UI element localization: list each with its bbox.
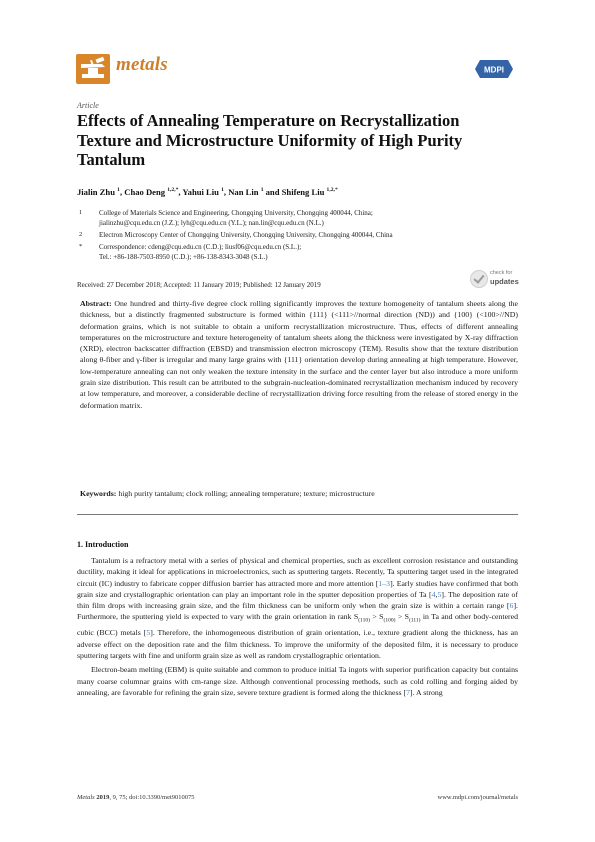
text-run: ]. Furthermore, the sputtering yield is expected to vary with the grain orientation in rank S (77, 601, 518, 622)
journal-name: metals (116, 54, 168, 75)
citation-link[interactable]: 6 (509, 601, 514, 611)
footer-year: 2019 (96, 794, 110, 801)
text-run: ]. A strong (409, 687, 443, 697)
author-affiliation-mark: 1 (260, 187, 264, 194)
article-title: Effects of Annealing Temperature on Recrystallization Texture and Microstructure Uniformity of High Purity Tantalum (77, 111, 463, 169)
author-affiliation-mark: 1 (117, 187, 120, 194)
citation-link[interactable]: 7 (406, 687, 410, 697)
author-separator: , (119, 187, 125, 197)
correspondence-phones: Tel.: +86-188-7503-8950 (C.D.); +86-138-8343-3048 (S.L.) (99, 253, 268, 261)
section-heading: 1. Introduction (77, 540, 129, 549)
subscript: (110) (358, 618, 370, 625)
affiliations (77, 208, 507, 264)
text-run: > S (395, 612, 409, 622)
citation-link[interactable]: 5 (146, 628, 151, 638)
author-name[interactable]: Nan Lin (228, 187, 259, 197)
author-name[interactable]: Chao Deng (124, 187, 166, 197)
affiliation-item (77, 230, 507, 240)
text-run: Electron-beam melting (EBM) is quite suitable and common to produce initial Ta ingots with superior purification capacity but contains many coarse columnar grains with cm-range size. Although conventional processing methods, such as cold rolling and forging aided by annealing, are favorable for refining the grain size, severe texture gradient is formed along the thickness [ (77, 665, 518, 697)
author-separator: and (263, 187, 282, 197)
journal-url[interactable]: www.mdpi.com/journal/metals (437, 794, 518, 801)
citation-link[interactable]: 5 (437, 589, 442, 599)
journal-logo (76, 54, 110, 84)
abstract-text: One hundred and thirty-five degree clock rolling significantly improves the texture homogeneity of tantalum sheets along the thickness, but a distinctly fragmented substructure is formed within {111} (<111>//normal direction (ND)) and {100} (<100>//ND) deformation grains, which is not suitable to obtain a uniform recrystallization microstructure. Thus, effects of different annealing temperatures on the microstructure and texture heterogeneity of tantalum sheets along the thickness were investigated by X-ray diffraction (XRD), electron backscatter diffraction (EBSD) and transmission electron microscopy (TEM). Results show that the texture distribution along θ-fiber and γ-fiber is irregular and many large grains with {111} orientation develop during annealing at high temperature. However, low-temperature annealing can not only weaken the texture intensity in the surface and the center layer but also introduce a more uniform grain size distribution. This result can be attributed to the subgrain-nucleation-dominated recrystallization mechanism induced by recovery at low temperature, and moreover, a considerable decline of recrystallization driving force resulting from the release of stored energy in the deformation matrix. (80, 299, 518, 410)
affiliation-line: College of Materials Science and Engineering, Chongqing University, Chongqing 400044, China; (99, 209, 373, 217)
publication-dates: Received: 27 December 2018; Accepted: 11 January 2019; Published: 12 January 2019 (77, 281, 321, 289)
subscript: (100) (383, 618, 396, 625)
mdpi-hexagon-icon (474, 58, 514, 80)
publisher-logo (474, 58, 514, 80)
keywords-text: high purity tantalum; clock rolling; annealing temperature; texture; microstructure (118, 489, 375, 498)
check-updates-label-bottom: updates (490, 277, 519, 286)
author-affiliation-mark: 1 (221, 187, 224, 194)
affiliation-line: Electron Microscopy Center of Chongqing University, Chongqing University, Chongqing 400044, China (99, 231, 393, 239)
text-run: > S (369, 612, 384, 622)
abstract-label: Abstract: (80, 299, 112, 308)
text-run: in Ta and other body-centered cubic (BCC) metals [ (77, 612, 518, 638)
affiliation-item (77, 242, 507, 262)
body-text (77, 555, 518, 701)
affiliation-text (99, 208, 507, 228)
text-run: , (435, 589, 438, 599)
section-divider (77, 514, 518, 515)
check-updates-label-top: check for (490, 270, 513, 276)
paragraph (77, 555, 518, 661)
anvil-icon (76, 54, 110, 84)
keywords (80, 488, 518, 499)
check-for-updates-badge[interactable] (470, 268, 522, 290)
article-type: Article (77, 101, 99, 110)
citation-footer (77, 794, 195, 801)
subscript: (111) (408, 618, 421, 625)
affiliation-mark: 2 (79, 231, 83, 238)
footer-doi[interactable]: , 9, 75; doi:10.3390/met9010075 (109, 794, 195, 801)
check-updates-icon (470, 270, 488, 288)
author-affiliation-mark: 1,2,* (326, 187, 338, 194)
text-run: ]. Early studies have confirmed that both grain size and crystallographic orientation can play an important role in the sputter deposition properties of Ta [ (77, 578, 518, 599)
affiliation-text (99, 230, 507, 240)
paragraph (77, 664, 518, 698)
author-name[interactable]: Jialin Zhu (77, 187, 115, 197)
author-list (77, 187, 338, 197)
author-name[interactable]: Shifeng Liu (281, 187, 325, 197)
affiliation-mark: 1 (79, 209, 83, 216)
text-run: ]. Therefore, the inhomogeneous distribution of grain orientation, i.e., texture gradient along the thickness, has an adverse effect on the deposition rate and the film thickness. To improve the uniformity of the deposited film, it is necessary to produce sputtering targets with fine and uniform grain size as well as random crystallographic orientation. (77, 628, 518, 660)
citation-link[interactable]: 1–3 (378, 578, 391, 588)
correspondence-emails[interactable]: Correspondence: cdeng@cqu.edu.cn (C.D.); liusf06@cqu.edu.cn (S.L.); (99, 243, 302, 251)
author-affiliation-mark: 1,2,* (167, 187, 179, 194)
text-run: ]. The deposition rate of thin film drops with increasing grain size, and the film thickness can be uniform only when the grain size is within a certain range [ (77, 589, 518, 611)
text-run: Tantalum is a refractory metal with a series of physical and chemical properties, such as excellent corrosion resistance and outstanding ductility, making it ideal for applications in microelectronics, such as sputtering targets. Recently, Ta sputtering target used in the integrated circuit (IC) industry to fabricate copper diffusion barrier has attracted more and more attention [ (77, 556, 518, 588)
correspondence-text (99, 242, 507, 262)
affiliation-item (77, 208, 507, 228)
correspondence-mark: * (79, 243, 83, 250)
citation-link[interactable]: 4 (431, 589, 436, 599)
affiliation-emails[interactable]: jialinzhu@cqu.edu.cn (J.Z.); lyh@cqu.edu.cn (Y.L.); nan.lin@cqu.edu.cn (N.L.) (99, 219, 324, 227)
publisher-name: MDPI (484, 65, 504, 75)
keywords-label: Keywords: (80, 489, 117, 498)
author-separator: , (223, 187, 229, 197)
footer-journal: Metals (77, 794, 95, 801)
abstract (80, 298, 518, 411)
author-name[interactable]: Yahui Liu (182, 187, 219, 197)
author-separator: , (178, 187, 183, 197)
